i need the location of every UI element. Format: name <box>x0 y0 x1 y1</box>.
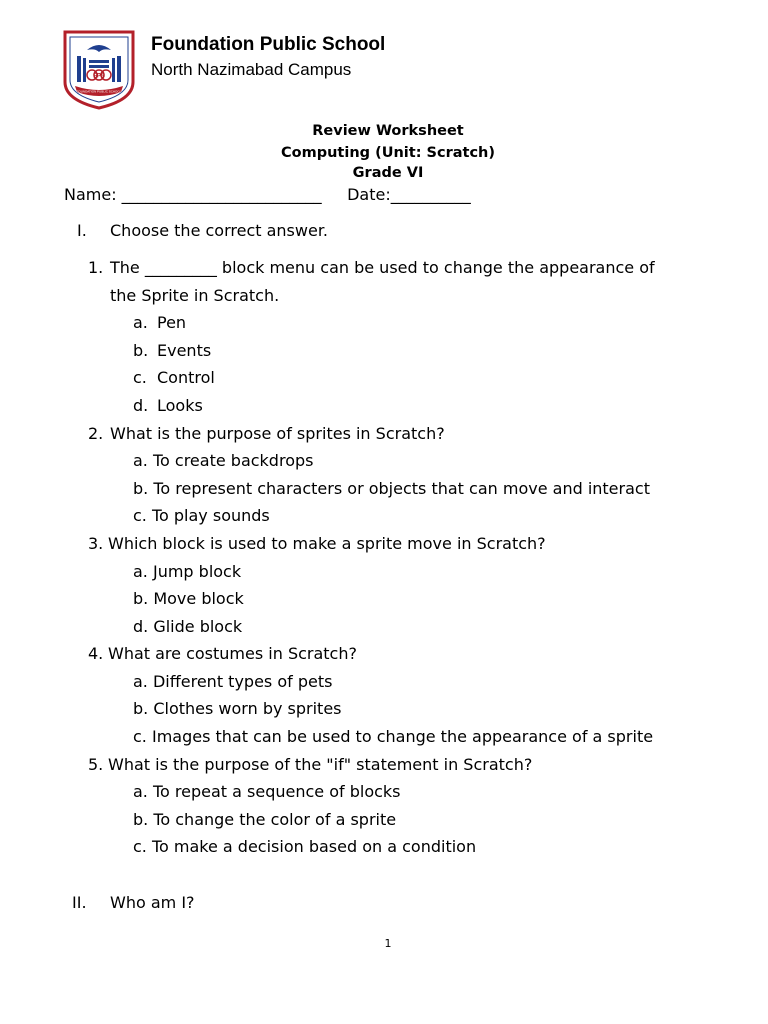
option-text: Control <box>157 368 215 387</box>
svg-text:FOUNDATION PUBLIC SCHOOL: FOUNDATION PUBLIC SCHOOL <box>76 89 122 94</box>
question-text: What is the purpose of sprites in Scratch? <box>110 424 445 443</box>
option-text: c. To make a decision based on a condition <box>133 837 477 856</box>
school-name: Foundation Public School <box>151 34 386 55</box>
option-text: b. To change the color of a sprite <box>133 810 397 829</box>
question-number: 5. <box>88 755 104 774</box>
svg-text:FPS: FPS <box>93 73 105 80</box>
option-text: Pen <box>157 313 187 332</box>
option-letter: c. <box>133 368 147 387</box>
option-text: Looks <box>157 396 203 415</box>
option-text: a. To repeat a sequence of blocks <box>133 782 401 801</box>
school-logo-icon <box>63 30 135 110</box>
option-text: b. To represent characters or objects that can move and interact <box>133 479 650 498</box>
option-text: c. Images that can be used to change the appearance of a sprite <box>133 727 654 746</box>
option-text: b. Clothes worn by sprites <box>133 699 342 718</box>
option-letter: d. <box>133 396 149 415</box>
question-number: 4. <box>88 644 104 663</box>
question-text: What is the purpose of the "if" statement in Scratch? <box>108 755 533 774</box>
section-heading: Who am I? <box>110 893 195 912</box>
option-letter: a. <box>133 313 148 332</box>
section-numeral: II. <box>72 893 87 912</box>
section-heading: Choose the correct answer. <box>110 221 329 240</box>
question-number: 1. <box>88 258 104 277</box>
section-numeral: I. <box>77 221 87 240</box>
option-text: b. Move block <box>133 589 244 608</box>
question-text: Which block is used to make a sprite move in Scratch? <box>108 534 546 553</box>
option-text: a. To create backdrops <box>133 451 314 470</box>
worksheet-title: Review Worksheet <box>312 123 464 139</box>
question-number: 2. <box>88 424 104 443</box>
question-text: The _________ block menu can be used to change the appearance of <box>110 258 655 277</box>
option-text: a. Jump block <box>133 562 242 581</box>
option-text: d. Glide block <box>133 617 243 636</box>
option-text: c. To play sounds <box>133 506 270 525</box>
campus-name: North Nazimabad Campus <box>151 60 352 79</box>
worksheet-grade: Grade VI <box>352 165 424 181</box>
name-date-line: Name: _________________________ Date:__________ <box>64 185 471 204</box>
question-number: 3. <box>88 534 104 553</box>
question-text: the Sprite in Scratch. <box>110 286 280 305</box>
question-text: What are costumes in Scratch? <box>108 644 357 663</box>
option-text: Events <box>157 341 212 360</box>
page-number: 1 <box>384 937 392 950</box>
worksheet-subject: Computing (Unit: Scratch) <box>281 145 495 161</box>
option-letter: b. <box>133 341 149 360</box>
option-text: a. Different types of pets <box>133 672 333 691</box>
